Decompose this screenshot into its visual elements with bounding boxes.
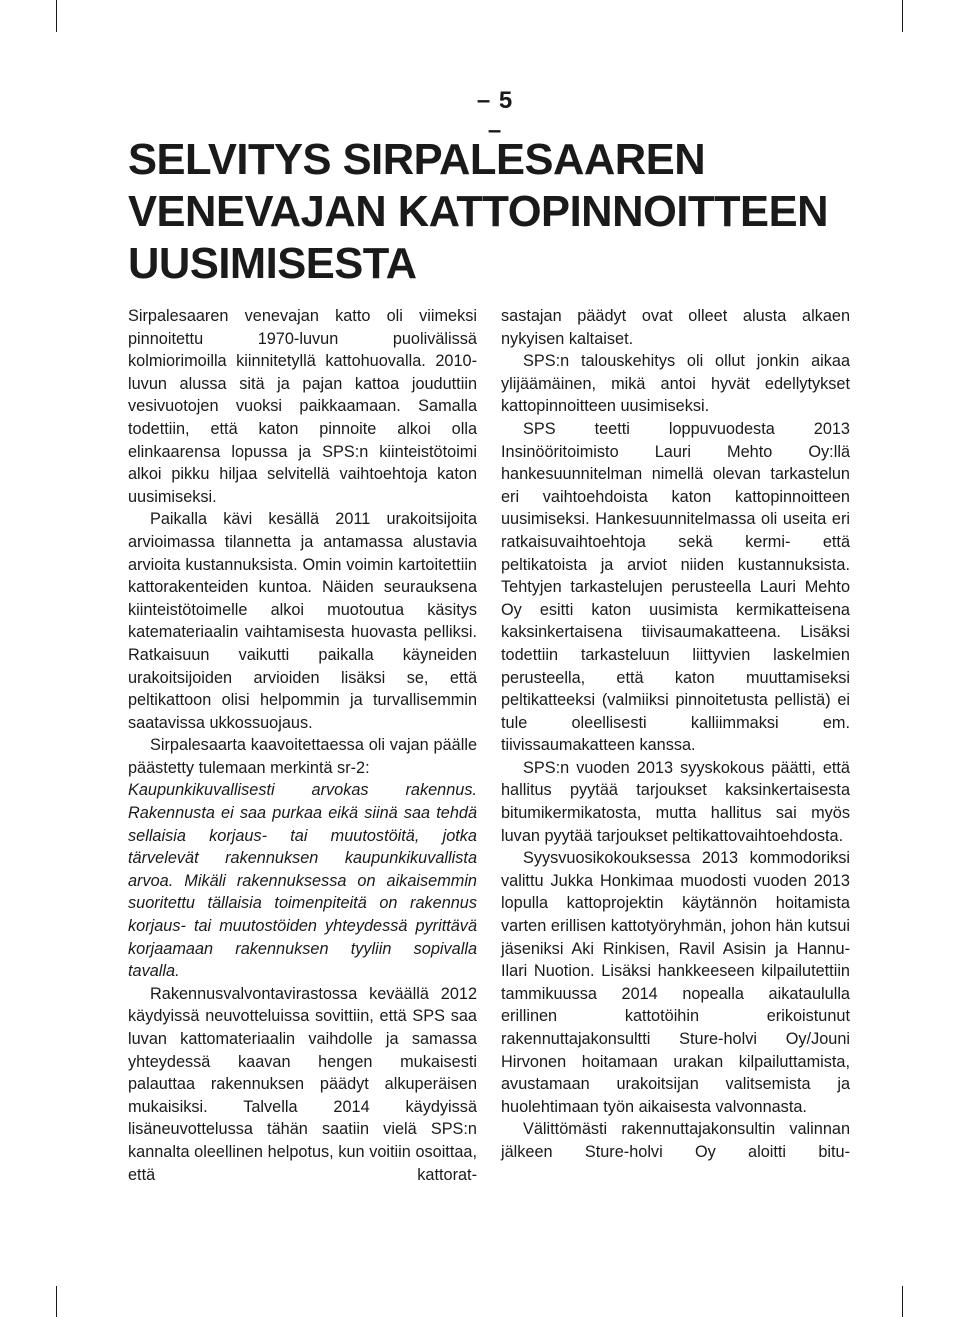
- paragraph: SPS:n talouskehitys oli ollut jonkin aikaa ylijäämäinen, mikä antoi hyvät edellytykset kattopinnoitteen uusimiseksi.: [501, 352, 850, 416]
- paragraph: Syysvuosikokouksessa 2013 kommodoriksi valittu Jukka Honkimaa muodosti vuoden 2013 lopulla kattoprojektin käytännön hoitamista varten erillisen kattotyöryhmän, johon hän kutsui jäseniksi Aki Rinkisen, Ravil Asisin ja Hannu-Ilari Nuotion. Lisäksi hankkeeseen kilpailutettiin tammikuussa 2014 nopealla aikataululla erillinen kattotöihin erikoistunut rakennuttajakonsultti Sture-holvi Oy/Jouni Hirvonen hoitamaan urakan kilpailuttamista, avustamaan urakoitsijan valitsemista ja huolehtimaan työn aikaisesta valvonnasta.: [501, 849, 850, 1116]
- crop-mark-bottom-left: [56, 1286, 57, 1317]
- article-title: SELVITYS SIRPALESAAREN VENEVAJAN KATTOPINNOITTEEN UUSIMISESTA: [128, 136, 828, 288]
- paragraph: Rakennusvalvontavirastossa keväällä 2012 käydyissä neuvotteluissa sovittiin, että SPS saa luvan kattomateriaalin vaihdolle ja samassa yhteydessä kaavan hengen mukaisesti palauttaa rakennuksen päädyt alkuperäisen mukaisiksi. Talvella 2014 käydyissä lisäneuvottelussa tähän saatiin vielä SPS:n kannalta oleellinen helpotus, kun voitiin osoittaa, että kattorat-: [128, 984, 477, 1184]
- paragraph: sastajan päädyt ovat olleet alusta alkaen nykyisen kaltaiset.: [501, 307, 850, 348]
- paragraph: SPS teetti loppuvuodesta 2013 Insinööritoimisto Lauri Mehto Oy:llä hankesuunnitelman nimellä olevan tarkastelun eri vaihtoehdoista katon kattopinnoitteen uusimiseksi. Hankesuunnitelmassa oli useita eri ratkaisuvaihtoehtoja sekä kermi- että peltikatoista ja arviot niiden kustannuksista. Tehtyjen tarkastelujen perusteella Lauri Mehto Oy esitti katon uusimista kermikatteisena kaksinkertaisena tiivisaumakatteena. Lisäksi todettiin tarkasteluun liittyvien laskelmien perusteella, että katon muuttamiseksi peltikatteeksi (valmiiksi pinnoitetusta pellistä) ei tule oleellisesti kalliimmaksi em. tiivissaumakatteen kanssa.: [501, 419, 850, 755]
- paragraph: Välittömästi rakennuttajakonsultin valinnan jälkeen Sture-holvi Oy aloitti bitu-: [501, 1120, 850, 1161]
- crop-mark-top-right: [902, 0, 903, 32]
- crop-mark-top-left: [56, 0, 57, 32]
- left-column: [128, 305, 477, 1186]
- paragraph: Paikalla kävi kesällä 2011 urakoitsijoita arvioimassa tilannetta ja antamassa alustavia arvioita kustannuksista. Omin voimin kartoitettiin kattorakenteiden kuntoa. Näiden seurauksena kiinteistötoimelle alkoi muotoutua käsitys katemateriaalin vaihtamisesta huovasta pelliksi. Ratkaisuun vaikutti paikalla käyneiden urakoitsijoiden arvioiden lisäksi se, että peltikattoon olisi helpommin ja turvallisemmin saatavissa ukkossuojaus.: [128, 510, 477, 732]
- page-number: – 5 –: [476, 87, 514, 144]
- paragraph: Sirpalesaarta kaavoitettaessa oli vajan päälle päästetty tulemaan merkintä sr-2:: [128, 736, 477, 777]
- paragraph: Sirpalesaaren venevajan katto oli viimeksi pinnoitettu 1970-luvun puolivälissä kolmiorimoilla kiinnitetyllä kattohuovalla. 2010-luvun alussa sitä ja pajan kattoa jouduttiin vesivuotojen vuoksi paikkaamaan. Samalla todettiin, että katon pinnoite alkoi olla elinkaarensa lopussa ja SPS:n kiinteistötoimi alkoi pikku hiljaa selvitellä vaihtoehtoja katon uusimiseksi.: [128, 307, 477, 506]
- crop-mark-bottom-right: [902, 1286, 903, 1317]
- paragraph: SPS:n vuoden 2013 syyskokous päätti, että hallitus pyytää tarjoukset kaksinkertaisesta bitumikermikatosta, mutta hallitus sai myös luvan pyytää tarjoukset peltikattovaihtoehdosta.: [501, 758, 850, 845]
- zoning-quote: Kaupunkikuvallisesti arvokas rakennus. Rakennusta ei saa purkaa eikä siinä saa tehdä sellaisia korjaus- tai muutostöitä, jotka tärvelevät rakennuksen kaupunkikuvallista arvoa. Mikäli rakennuksessa on aikaisemmin suoritettu tällaisia toimenpiteitä on rakennus korjaus- tai muutostöiden yhteydessä pyrittävä korjaamaan rakennuksen tyyliin sopivalla tavalla.: [128, 781, 477, 981]
- right-column: [501, 305, 850, 1164]
